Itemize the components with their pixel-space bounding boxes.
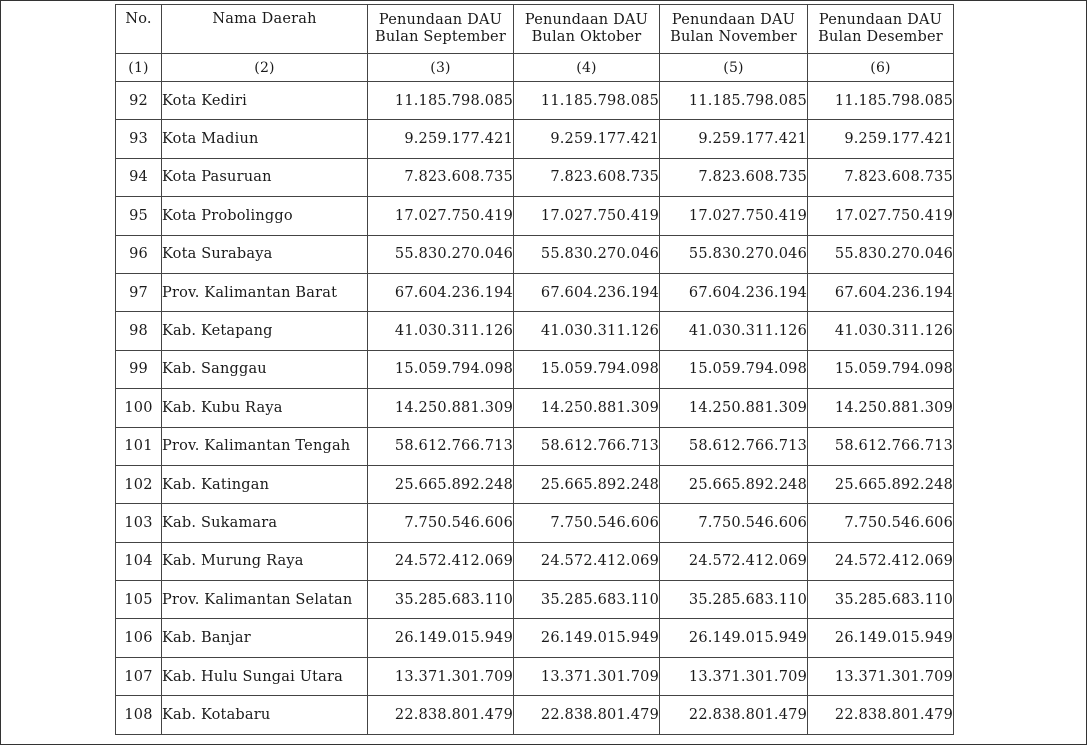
row-number: 94: [116, 158, 162, 196]
header-oktober-line2: Bulan Oktober: [531, 29, 642, 45]
region-name: Prov. Kalimantan Selatan: [162, 581, 368, 619]
value-november: 13.371.301.709: [660, 657, 808, 695]
value-november: 22.838.801.479: [660, 696, 808, 734]
row-number: 103: [116, 504, 162, 542]
table-row: [116, 427, 954, 465]
value-november: 25.665.892.248: [660, 465, 808, 503]
value-oktober: 35.285.683.110: [514, 581, 660, 619]
column-number: (2): [162, 54, 368, 82]
value-desember: 14.250.881.309: [808, 389, 954, 427]
table-row: [116, 312, 954, 350]
value-november: 7.823.608.735: [660, 158, 808, 196]
row-number: 102: [116, 465, 162, 503]
table-row: [116, 389, 954, 427]
column-number: (1): [116, 54, 162, 82]
table-row: [116, 120, 954, 158]
header-september-line1: Penundaan DAU: [378, 12, 503, 28]
header-no-label: No.: [125, 11, 152, 27]
row-number: 105: [116, 581, 162, 619]
header-nama-daerah: [162, 5, 368, 54]
header-row: [116, 5, 954, 54]
table-row: [116, 657, 954, 695]
value-november: 15.059.794.098: [660, 350, 808, 388]
region-name: Prov. Kalimantan Tengah: [162, 427, 368, 465]
table-row: [116, 273, 954, 311]
row-number: 92: [116, 82, 162, 120]
value-desember: 17.027.750.419: [808, 197, 954, 235]
value-september: 15.059.794.098: [368, 350, 514, 388]
region-name: Kota Surabaya: [162, 235, 368, 273]
region-name: Kab. Katingan: [162, 465, 368, 503]
value-oktober: 7.823.608.735: [514, 158, 660, 196]
value-desember: 26.149.015.949: [808, 619, 954, 657]
value-oktober: 15.059.794.098: [514, 350, 660, 388]
row-number: 97: [116, 273, 162, 311]
value-oktober: 24.572.412.069: [514, 542, 660, 580]
value-november: 17.027.750.419: [660, 197, 808, 235]
value-september: 13.371.301.709: [368, 657, 514, 695]
value-september: 67.604.236.194: [368, 273, 514, 311]
value-oktober: 14.250.881.309: [514, 389, 660, 427]
region-name: Kab. Banjar: [162, 619, 368, 657]
header-september-line2: Bulan September: [375, 29, 506, 45]
value-desember: 24.572.412.069: [808, 542, 954, 580]
value-oktober: 9.259.177.421: [514, 120, 660, 158]
region-name: Kab. Murung Raya: [162, 542, 368, 580]
value-september: 14.250.881.309: [368, 389, 514, 427]
value-september: 7.823.608.735: [368, 158, 514, 196]
value-november: 35.285.683.110: [660, 581, 808, 619]
column-number: (6): [808, 54, 954, 82]
value-september: 7.750.546.606: [368, 504, 514, 542]
value-desember: 15.059.794.098: [808, 350, 954, 388]
value-oktober: 17.027.750.419: [514, 197, 660, 235]
row-number: 108: [116, 696, 162, 734]
dau-table: [115, 4, 954, 735]
table-row: [116, 542, 954, 580]
value-september: 25.665.892.248: [368, 465, 514, 503]
row-number: 95: [116, 197, 162, 235]
header-desember-line2: Bulan Desember: [818, 29, 943, 45]
table-row: [116, 158, 954, 196]
value-desember: 7.823.608.735: [808, 158, 954, 196]
row-number: 96: [116, 235, 162, 273]
value-september: 58.612.766.713: [368, 427, 514, 465]
value-november: 58.612.766.713: [660, 427, 808, 465]
value-november: 14.250.881.309: [660, 389, 808, 427]
value-november: 24.572.412.069: [660, 542, 808, 580]
value-november: 9.259.177.421: [660, 120, 808, 158]
row-number: 99: [116, 350, 162, 388]
value-september: 11.185.798.085: [368, 82, 514, 120]
region-name: Kab. Sukamara: [162, 504, 368, 542]
value-desember: 67.604.236.194: [808, 273, 954, 311]
region-name: Kab. Kotabaru: [162, 696, 368, 734]
header-desember-line1: Penundaan DAU: [818, 12, 943, 28]
value-desember: 25.665.892.248: [808, 465, 954, 503]
region-name: Kota Probolinggo: [162, 197, 368, 235]
header-no: [116, 5, 162, 54]
table-row: [116, 235, 954, 273]
value-november: 41.030.311.126: [660, 312, 808, 350]
value-oktober: 22.838.801.479: [514, 696, 660, 734]
value-oktober: 7.750.546.606: [514, 504, 660, 542]
value-september: 55.830.270.046: [368, 235, 514, 273]
value-desember: 35.285.683.110: [808, 581, 954, 619]
row-number: 100: [116, 389, 162, 427]
table-row: [116, 581, 954, 619]
value-september: 24.572.412.069: [368, 542, 514, 580]
row-number: 101: [116, 427, 162, 465]
table-row: [116, 82, 954, 120]
value-september: 17.027.750.419: [368, 197, 514, 235]
value-oktober: 13.371.301.709: [514, 657, 660, 695]
value-oktober: 55.830.270.046: [514, 235, 660, 273]
table-body: [116, 82, 954, 735]
value-desember: 13.371.301.709: [808, 657, 954, 695]
region-name: Kab. Hulu Sungai Utara: [162, 657, 368, 695]
region-name: Kota Madiun: [162, 120, 368, 158]
table-row: [116, 350, 954, 388]
row-number: 98: [116, 312, 162, 350]
value-desember: 11.185.798.085: [808, 82, 954, 120]
table-row: [116, 465, 954, 503]
column-number: (4): [514, 54, 660, 82]
value-oktober: 11.185.798.085: [514, 82, 660, 120]
value-desember: 7.750.546.606: [808, 504, 954, 542]
value-september: 41.030.311.126: [368, 312, 514, 350]
value-oktober: 41.030.311.126: [514, 312, 660, 350]
value-desember: 55.830.270.046: [808, 235, 954, 273]
value-september: 35.285.683.110: [368, 581, 514, 619]
row-number: 106: [116, 619, 162, 657]
value-desember: 9.259.177.421: [808, 120, 954, 158]
value-november: 7.750.546.606: [660, 504, 808, 542]
header-november: [660, 5, 808, 54]
header-desember: [808, 5, 954, 54]
row-number: 107: [116, 657, 162, 695]
header-nama-label: Nama Daerah: [212, 11, 317, 27]
value-november: 11.185.798.085: [660, 82, 808, 120]
value-desember: 41.030.311.126: [808, 312, 954, 350]
row-number: 104: [116, 542, 162, 580]
value-september: 9.259.177.421: [368, 120, 514, 158]
column-number: (3): [368, 54, 514, 82]
region-name: Prov. Kalimantan Barat: [162, 273, 368, 311]
header-november-line1: Penundaan DAU: [671, 12, 796, 28]
value-november: 67.604.236.194: [660, 273, 808, 311]
value-september: 22.838.801.479: [368, 696, 514, 734]
value-oktober: 58.612.766.713: [514, 427, 660, 465]
column-number-row: [116, 54, 954, 82]
header-september: [368, 5, 514, 54]
value-desember: 58.612.766.713: [808, 427, 954, 465]
value-desember: 22.838.801.479: [808, 696, 954, 734]
table-row: [116, 619, 954, 657]
header-november-line2: Bulan November: [670, 29, 797, 45]
region-name: Kota Pasuruan: [162, 158, 368, 196]
header-oktober: [514, 5, 660, 54]
region-name: Kab. Ketapang: [162, 312, 368, 350]
row-number: 93: [116, 120, 162, 158]
header-oktober-line1: Penundaan DAU: [524, 12, 649, 28]
value-september: 26.149.015.949: [368, 619, 514, 657]
value-november: 55.830.270.046: [660, 235, 808, 273]
column-number: (5): [660, 54, 808, 82]
region-name: Kab. Kubu Raya: [162, 389, 368, 427]
region-name: Kota Kediri: [162, 82, 368, 120]
value-oktober: 26.149.015.949: [514, 619, 660, 657]
value-november: 26.149.015.949: [660, 619, 808, 657]
table-row: [116, 197, 954, 235]
table-row: [116, 504, 954, 542]
value-oktober: 67.604.236.194: [514, 273, 660, 311]
value-oktober: 25.665.892.248: [514, 465, 660, 503]
region-name: Kab. Sanggau: [162, 350, 368, 388]
table-row: [116, 696, 954, 734]
